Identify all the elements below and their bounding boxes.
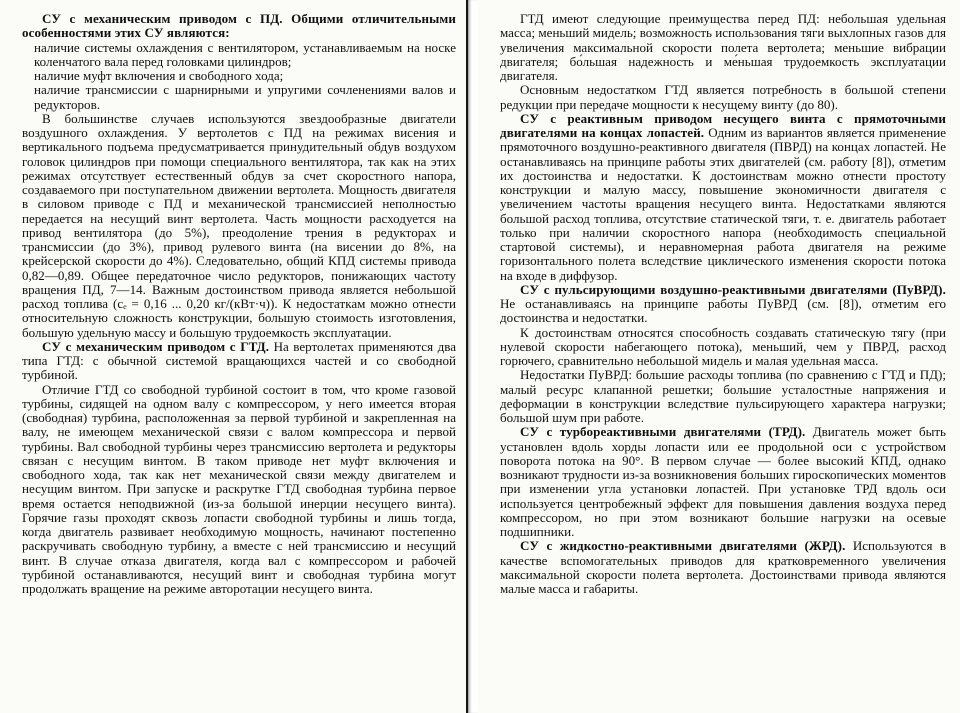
section-heading: СУ с пульсирующими воздушно-реактивными двигателями (ПуВРД). — [520, 281, 946, 297]
paragraph — [22, 383, 456, 597]
section-paragraph — [500, 283, 946, 326]
paragraph-text: Недостатки ПуВРД: большие расходы топлива (по сравнению с ГТД и ПД); малый ресурс клапанной решетки; большие усталостные напряжения и деформации в конструкции вследствие пульсирующего характера нагрузки; большой шум при работе. — [500, 367, 946, 425]
right-column — [500, 12, 946, 596]
paragraph — [500, 12, 946, 83]
left-column — [22, 12, 456, 596]
paragraph-text: В большинстве случаев используются звездообразные двигатели воздушного охлаждения. У вертолетов с ПД на режимах висения и вертикального подъема предусматривается принудительный обдув воздухом головок цилиндров при помощи специального вентилятора, так как на этих режимах отсутствует естественный обдув за счет скоростного напора, создаваемого при поступательном движении вертолета. Мощность двигателя в силовом приводе с ПД и механической трансмиссией неполностью передается на несущий винт вертолета. Часть мощности расходуется на привод вентилятора (до 5%), преодоление трения в редукторах и трансмиссии (до 3%), привод рулевого винта (на висении до 8%, на крейсерской скорости до 4%). Следовательно, общий КПД системы привода 0,82—0,89. Общее передаточное число редукторов, понижающих частоту вращения ПД, 7—14. Важным достоинством привода является небольшой расход топлива (cₑ = 0,16 ... 0,20 кг/(кВт·ч)). К недостаткам можно отнести относительную сложность конструкции, большую стоимость изготовления, большую удельную массу и большую трудоемкость эксплуатации. — [22, 110, 456, 340]
right-page — [478, 0, 960, 713]
paragraph — [22, 112, 456, 340]
paragraph-text: Основным недостатком ГТД является потребность в большой степени редукции при передаче мощности к несущему винту (до 80). — [500, 82, 946, 112]
list-item — [22, 69, 456, 83]
paragraph — [500, 326, 946, 369]
section-heading: СУ с механическим приводом с ГТД. — [42, 338, 270, 354]
paragraph-text: Двигатель может быть установлен вдоль хорды лопасти или ее продольной оси с устройством поворота потока на 90°. В первом случае — более высокий КПД, однако возникают трудности из-за возникновения больших гироскопических моментов при изменении угла установки лопастей. При установке ТРД вдоль оси используется центробежный эффект для повышения давления воздуха перед компрессором, но при этом возникают большие нагрузки на осевые подшипники. — [500, 424, 947, 539]
paragraph — [500, 368, 946, 425]
paragraph-text: наличие муфт включения и свободного хода; — [34, 68, 284, 83]
paragraph — [500, 83, 946, 112]
section-paragraph — [22, 12, 456, 41]
section-heading: СУ с реактивным приводом несущего винта с прямоточными двигателями на концах лопастей. — [500, 110, 946, 140]
paragraph-text: Отличие ГТД со свободной турбиной состоит в том, что кроме газовой турбины, сидящей на одном валу с компрессором, у него имеется вторая (свободная) турбина, расположенная за первой турбиной и закрепленная на валу, не имеющем механической связи с валом компрессора и первой турбины. Вал свободной турбины через трансмиссию вертолета и редукторы связан с несущим винтом. В таком приводе нет муфт включения и свободного хода, так как нет механической связи между двигателем и несущим винтом. При запуске и раскрутке ГТД свободная турбина первое время остается неподвижной (из-за большой инерции несущего винта). Горячие газы проходят сквозь лопасти свободной турбины и лишь тогда, когда двигатель развивает необходимую мощность, начинают постепенно раскручивать свободную турбину, а вместе с ней трансмиссию и несущий винт. В случае отказа двигателя, когда вал с компрессором и рабочей турбиной останавливаются, несущий винт и свободная турбина могут продолжать вращение на режиме авторотации несущего винта. — [22, 381, 456, 596]
paragraph-text: Используются в качестве вспомогательных приводов для кратковременного увеличения максимальной скорости полета вертолета. Достоинствами привода являются малые масса и габариты. — [500, 538, 946, 596]
paragraph-text: наличие системы охлаждения с вентилятором, устанавливаемым на носке коленчатого вала перед головками цилиндров; — [34, 39, 456, 69]
section-heading: СУ с турбореактивными двигателями (ТРД). — [520, 424, 806, 440]
paragraph-text: На вертолетах применяются два типа ГТД: с обычной системой вращающихся частей и со свободной турбиной. — [22, 338, 457, 383]
section-paragraph — [500, 112, 946, 283]
list-item — [22, 83, 456, 112]
paragraph-text: Не останавливаясь на принципе работы ПуВРД (см. [8]), отметим его достоинства и недостатки. — [500, 296, 946, 326]
section-paragraph — [22, 340, 456, 383]
section-paragraph — [500, 425, 946, 539]
paragraph-text: ГТД имеют следующие преимущества перед ПД: небольшая удельная масса; меньший мидель; возможность использования тяги выхлопных газов для увеличения максимальной скорости полета вертолета; меньшие вибрации двигателя; бо́льшая надежность и ме́ньшая трудоемкость эксплуатации двигателя. — [500, 11, 946, 83]
section-heading: СУ с механическим приводом с ПД. Общими отличительными особенностями этих СУ являются: — [22, 11, 456, 41]
list-item — [22, 41, 456, 70]
left-page — [0, 0, 468, 713]
paragraph-text: наличие трансмиссии с шарнирными и упругими сочленениями валов и редукторов. — [34, 82, 456, 112]
section-heading: СУ с жидкостно-реактивными двигателями (ЖРД). — [520, 538, 846, 554]
paragraph-text: Одним из вариантов является применение прямоточного воздушно-реактивного двигателя (ПВРД) на концах лопастей. Не останавливаясь на принципе работы этих двигателей (см. работу [8]), отметим их достоинства и недостатки. К достоинствам можно отнести простоту конструкции и малую массу, повышение экономичности двигателя с увеличением частоты вращения несущего винта. Недостатками являются большой расход топлива, отсутствие статической тяги, т. е. двигатель работает только при наличии скоростного напора (необходимость специальной стартовой системы), и неравномерная работа двигателя на режиме горизонтального полета вследствие циклического изменения скорости потока на входе в диффузор. — [500, 125, 946, 283]
paragraph-text: К достоинствам относятся способность создавать статическую тягу (при нулевой скорости набегающего потока), меньший, чем у ПВРД, расход горючего, сравнительно небольшой мидель и малая удельная масса. — [500, 324, 946, 368]
section-paragraph — [500, 539, 946, 596]
